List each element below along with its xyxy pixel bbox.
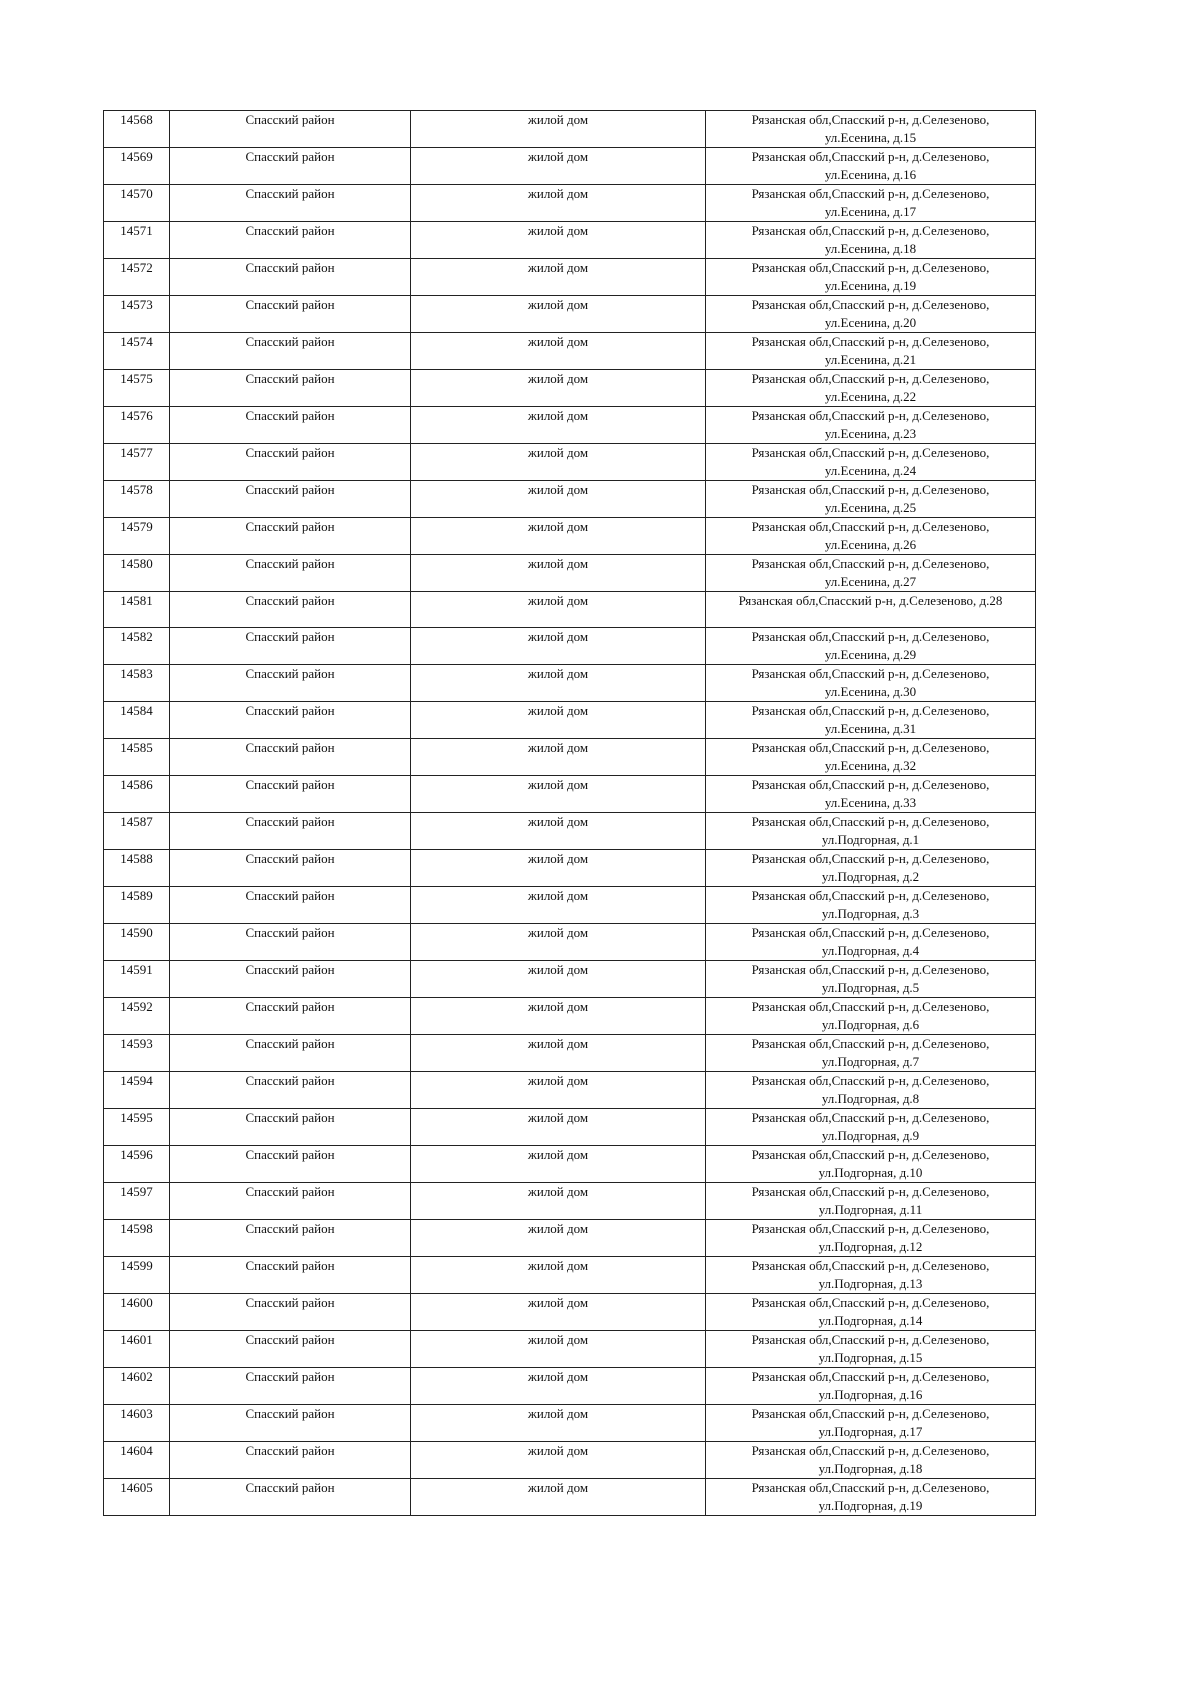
- address-cell: [706, 148, 1036, 185]
- record-number-cell: 14587: [104, 812, 170, 849]
- address-cell: [706, 1108, 1036, 1145]
- table-row: [104, 370, 1036, 407]
- address-line-2: ул.Есенина, д.15: [824, 130, 917, 145]
- record-number-cell: 14576: [104, 407, 170, 444]
- address-line-1: Рязанская обл,Спасский р-н, д.Селезеново, д.28: [738, 593, 1003, 608]
- address-line-1: Рязанская обл,Спасский р-н, д.Селезеново,: [751, 519, 990, 534]
- address-cell: [706, 370, 1036, 407]
- district-cell: Спасский район: [170, 185, 411, 222]
- address-cell: [706, 627, 1036, 664]
- address-cell: [706, 701, 1036, 738]
- address-cell: [706, 923, 1036, 960]
- table-row: [104, 738, 1036, 775]
- table-row: [104, 997, 1036, 1034]
- object-type-cell: жилой дом: [411, 481, 706, 518]
- table-body: [104, 111, 1036, 1516]
- address-line-1: Рязанская обл,Спасский р-н, д.Селезеново,: [751, 739, 990, 755]
- district-cell: Спасский район: [170, 1404, 411, 1441]
- object-type-cell: жилой дом: [411, 1219, 706, 1256]
- table-row: [104, 1071, 1036, 1108]
- address-line-1: Рязанская обл,Спасский р-н, д.Селезеново,: [751, 1405, 990, 1421]
- record-number-cell: 14585: [104, 738, 170, 775]
- object-type-cell: жилой дом: [411, 1367, 706, 1404]
- district-cell: Спасский район: [170, 259, 411, 296]
- record-number-cell: 14597: [104, 1182, 170, 1219]
- record-number-cell: 14570: [104, 185, 170, 222]
- table-row: [104, 296, 1036, 333]
- object-type-cell: жилой дом: [411, 1441, 706, 1478]
- record-number-cell: 14586: [104, 775, 170, 812]
- address-line-2: ул.Подгорная, д.1: [821, 831, 920, 847]
- address-cell: [706, 1367, 1036, 1404]
- address-cell: [706, 1441, 1036, 1478]
- address-line-1: Рязанская обл,Спасский р-н, д.Селезеново,: [751, 850, 990, 866]
- address-line-2: ул.Подгорная, д.14: [818, 1312, 923, 1328]
- address-line-2: ул.Подгорная, д.2: [821, 868, 920, 884]
- address-line-1: Рязанская обл,Спасский р-н, д.Селезеново,: [751, 998, 990, 1014]
- object-type-cell: жилой дом: [411, 886, 706, 923]
- address-line-2: ул.Есенина, д.24: [824, 463, 917, 478]
- table-row: [104, 886, 1036, 923]
- record-number-cell: 14593: [104, 1034, 170, 1071]
- address-line-1: Рязанская обл,Спасский р-н, д.Селезеново,: [751, 1220, 990, 1236]
- record-number-cell: 14571: [104, 222, 170, 259]
- address-line-2: ул.Есенина, д.33: [824, 794, 917, 810]
- table-row: [104, 222, 1036, 259]
- address-line-1: Рязанская обл,Спасский р-н, д.Селезеново,: [751, 408, 990, 423]
- address-cell: [706, 775, 1036, 812]
- table-row: [104, 664, 1036, 701]
- address-cell: [706, 1071, 1036, 1108]
- address-cell: [706, 296, 1036, 333]
- address-cell: [706, 960, 1036, 997]
- district-cell: Спасский район: [170, 296, 411, 333]
- address-line-2: ул.Подгорная, д.18: [818, 1460, 923, 1476]
- address-line-2: ул.Есенина, д.31: [824, 720, 917, 736]
- object-type-cell: жилой дом: [411, 1034, 706, 1071]
- table-row: [104, 1034, 1036, 1071]
- district-cell: Спасский район: [170, 1182, 411, 1219]
- district-cell: Спасский район: [170, 1330, 411, 1367]
- object-type-cell: жилой дом: [411, 592, 706, 628]
- district-cell: Спасский район: [170, 812, 411, 849]
- record-number-cell: 14591: [104, 960, 170, 997]
- object-type-cell: жилой дом: [411, 1182, 706, 1219]
- address-cell: [706, 1293, 1036, 1330]
- district-cell: Спасский район: [170, 1145, 411, 1182]
- address-line-1: Рязанская обл,Спасский р-н, д.Селезеново,: [751, 556, 990, 571]
- address-cell: [706, 592, 1036, 628]
- record-number-cell: 14574: [104, 333, 170, 370]
- address-line-2: ул.Есенина, д.25: [824, 500, 917, 515]
- address-line-2: ул.Есенина, д.16: [824, 167, 917, 182]
- record-number-cell: 14592: [104, 997, 170, 1034]
- district-cell: Спасский район: [170, 481, 411, 518]
- address-line-2: ул.Подгорная, д.16: [818, 1386, 923, 1402]
- address-line-1: Рязанская обл,Спасский р-н, д.Селезеново,: [751, 1294, 990, 1310]
- address-cell: [706, 1034, 1036, 1071]
- address-line-2: ул.Подгорная, д.12: [818, 1238, 923, 1254]
- district-cell: Спасский район: [170, 370, 411, 407]
- table-row: [104, 1330, 1036, 1367]
- table-row: [104, 407, 1036, 444]
- object-type-cell: жилой дом: [411, 701, 706, 738]
- district-cell: Спасский район: [170, 1478, 411, 1515]
- address-line-2: ул.Подгорная, д.15: [818, 1349, 923, 1365]
- address-line-1: Рязанская обл,Спасский р-н, д.Селезеново,: [751, 665, 990, 681]
- address-line-2: ул.Есенина, д.21: [824, 352, 917, 367]
- address-line-1: Рязанская обл,Спасский р-н, д.Селезеново,: [751, 1442, 990, 1458]
- district-cell: Спасский район: [170, 664, 411, 701]
- table-row: [104, 333, 1036, 370]
- address-cell: [706, 444, 1036, 481]
- district-cell: Спасский район: [170, 1293, 411, 1330]
- table-row: [104, 812, 1036, 849]
- address-line-2: ул.Есенина, д.18: [824, 241, 917, 256]
- address-cell: [706, 111, 1036, 148]
- record-number-cell: 14595: [104, 1108, 170, 1145]
- table-row: [104, 111, 1036, 148]
- district-cell: Спасский район: [170, 1441, 411, 1478]
- district-cell: Спасский район: [170, 1256, 411, 1293]
- object-type-cell: жилой дом: [411, 1256, 706, 1293]
- object-type-cell: жилой дом: [411, 222, 706, 259]
- address-line-2: ул.Есенина, д.23: [824, 426, 917, 441]
- address-cell: [706, 849, 1036, 886]
- record-number-cell: 14569: [104, 148, 170, 185]
- record-number-cell: 14602: [104, 1367, 170, 1404]
- district-cell: Спасский район: [170, 1367, 411, 1404]
- address-line-1: Рязанская обл,Спасский р-н, д.Селезеново,: [751, 223, 990, 238]
- record-number-cell: 14603: [104, 1404, 170, 1441]
- address-line-1: Рязанская обл,Спасский р-н, д.Селезеново,: [751, 297, 990, 312]
- address-line-2: ул.Подгорная, д.10: [818, 1164, 923, 1180]
- table-row: [104, 481, 1036, 518]
- district-cell: Спасский район: [170, 333, 411, 370]
- record-number-cell: 14600: [104, 1293, 170, 1330]
- object-type-cell: жилой дом: [411, 627, 706, 664]
- object-type-cell: жилой дом: [411, 1108, 706, 1145]
- district-cell: Спасский район: [170, 1219, 411, 1256]
- address-cell: [706, 222, 1036, 259]
- address-line-1: Рязанская обл,Спасский р-н, д.Селезеново,: [751, 149, 990, 164]
- address-cell: [706, 185, 1036, 222]
- address-line-2: ул.Подгорная, д.19: [818, 1497, 923, 1513]
- record-number-cell: 14589: [104, 886, 170, 923]
- address-cell: [706, 1219, 1036, 1256]
- address-cell: [706, 481, 1036, 518]
- object-type-cell: жилой дом: [411, 296, 706, 333]
- address-cell: [706, 259, 1036, 296]
- record-number-cell: 14583: [104, 664, 170, 701]
- object-type-cell: жилой дом: [411, 1293, 706, 1330]
- address-line-2: ул.Подгорная, д.4: [821, 942, 920, 958]
- object-type-cell: жилой дом: [411, 1145, 706, 1182]
- table-row: [104, 185, 1036, 222]
- address-line-2: ул.Подгорная, д.3: [821, 905, 920, 921]
- address-line-2: ул.Есенина, д.29: [824, 646, 917, 662]
- record-number-cell: 14605: [104, 1478, 170, 1515]
- record-number-cell: 14578: [104, 481, 170, 518]
- table-row: [104, 444, 1036, 481]
- table-row: [104, 592, 1036, 628]
- district-cell: Спасский район: [170, 738, 411, 775]
- address-line-1: Рязанская обл,Спасский р-н, д.Селезеново,: [751, 186, 990, 201]
- table-row: [104, 960, 1036, 997]
- table-row: [104, 518, 1036, 555]
- record-number-cell: 14599: [104, 1256, 170, 1293]
- address-line-1: Рязанская обл,Спасский р-н, д.Селезеново,: [751, 1109, 990, 1125]
- address-cell: [706, 1330, 1036, 1367]
- object-type-cell: жилой дом: [411, 1478, 706, 1515]
- object-type-cell: жилой дом: [411, 738, 706, 775]
- address-line-2: ул.Подгорная, д.9: [821, 1127, 920, 1143]
- address-cell: [706, 738, 1036, 775]
- address-cell: [706, 1404, 1036, 1441]
- object-type-cell: жилой дом: [411, 997, 706, 1034]
- address-cell: [706, 664, 1036, 701]
- record-number-cell: 14590: [104, 923, 170, 960]
- object-type-cell: жилой дом: [411, 849, 706, 886]
- object-type-cell: жилой дом: [411, 812, 706, 849]
- address-line-2: ул.Подгорная, д.8: [821, 1090, 920, 1106]
- object-type-cell: жилой дом: [411, 923, 706, 960]
- address-line-1: Рязанская обл,Спасский р-н, д.Селезеново,: [751, 445, 990, 460]
- table-row: [104, 1441, 1036, 1478]
- district-cell: Спасский район: [170, 407, 411, 444]
- address-line-1: Рязанская обл,Спасский р-н, д.Селезеново,: [751, 1368, 990, 1384]
- address-line-2: ул.Подгорная, д.17: [818, 1423, 923, 1439]
- table-row: [104, 1219, 1036, 1256]
- address-cell: [706, 555, 1036, 592]
- record-number-cell: 14584: [104, 701, 170, 738]
- object-type-cell: жилой дом: [411, 1330, 706, 1367]
- object-type-cell: жилой дом: [411, 518, 706, 555]
- table-row: [104, 1108, 1036, 1145]
- address-line-2: ул.Подгорная, д.13: [818, 1275, 923, 1291]
- address-line-1: Рязанская обл,Спасский р-н, д.Селезеново,: [751, 260, 990, 275]
- address-line-1: Рязанская обл,Спасский р-н, д.Селезеново,: [751, 112, 990, 127]
- object-type-cell: жилой дом: [411, 960, 706, 997]
- address-line-1: Рязанская обл,Спасский р-н, д.Селезеново,: [751, 482, 990, 497]
- address-line-2: ул.Есенина, д.30: [824, 683, 917, 699]
- record-number-cell: 14573: [104, 296, 170, 333]
- address-line-2: ул.Подгорная, д.7: [821, 1053, 920, 1069]
- address-cell: [706, 1256, 1036, 1293]
- address-cell: [706, 812, 1036, 849]
- table-row: [104, 148, 1036, 185]
- address-line-1: Рязанская обл,Спасский р-н, д.Селезеново,: [751, 1035, 990, 1051]
- object-type-cell: жилой дом: [411, 370, 706, 407]
- object-type-cell: жилой дом: [411, 111, 706, 148]
- object-type-cell: жилой дом: [411, 444, 706, 481]
- district-cell: Спасский район: [170, 923, 411, 960]
- record-number-cell: 14598: [104, 1219, 170, 1256]
- object-type-cell: жилой дом: [411, 333, 706, 370]
- object-type-cell: жилой дом: [411, 1071, 706, 1108]
- address-cell: [706, 333, 1036, 370]
- record-number-cell: 14575: [104, 370, 170, 407]
- district-cell: Спасский район: [170, 444, 411, 481]
- record-number-cell: 14579: [104, 518, 170, 555]
- address-line-1: Рязанская обл,Спасский р-н, д.Селезеново,: [751, 1183, 990, 1199]
- address-line-2: ул.Подгорная, д.11: [818, 1201, 923, 1217]
- address-cell: [706, 1478, 1036, 1515]
- district-cell: Спасский район: [170, 960, 411, 997]
- record-number-cell: 14581: [104, 592, 170, 628]
- object-type-cell: жилой дом: [411, 407, 706, 444]
- district-cell: Спасский район: [170, 592, 411, 628]
- address-cell: [706, 518, 1036, 555]
- district-cell: Спасский район: [170, 518, 411, 555]
- district-cell: Спасский район: [170, 111, 411, 148]
- record-number-cell: 14596: [104, 1145, 170, 1182]
- table-row: [104, 923, 1036, 960]
- address-cell: [706, 1182, 1036, 1219]
- record-number-cell: 14577: [104, 444, 170, 481]
- address-line-1: Рязанская обл,Спасский р-н, д.Селезеново,: [751, 961, 990, 977]
- district-cell: Спасский район: [170, 222, 411, 259]
- address-line-1: Рязанская обл,Спасский р-н, д.Селезеново,: [751, 628, 990, 644]
- object-type-cell: жилой дом: [411, 259, 706, 296]
- table-row: [104, 259, 1036, 296]
- address-line-1: Рязанская обл,Спасский р-н, д.Селезеново,: [751, 1257, 990, 1273]
- table-row: [104, 849, 1036, 886]
- table-row: [104, 1404, 1036, 1441]
- address-line-1: Рязанская обл,Спасский р-н, д.Селезеново,: [751, 1479, 990, 1495]
- district-cell: Спасский район: [170, 1108, 411, 1145]
- district-cell: Спасский район: [170, 886, 411, 923]
- address-line-2: ул.Есенина, д.22: [824, 389, 917, 404]
- record-number-cell: 14604: [104, 1441, 170, 1478]
- table-row: [104, 701, 1036, 738]
- address-line-1: Рязанская обл,Спасский р-н, д.Селезеново,: [751, 1331, 990, 1347]
- address-line-2: ул.Есенина, д.17: [824, 204, 917, 219]
- table-row: [104, 555, 1036, 592]
- object-type-cell: жилой дом: [411, 664, 706, 701]
- address-cell: [706, 1145, 1036, 1182]
- address-line-2: ул.Есенина, д.20: [824, 315, 917, 330]
- record-number-cell: 14601: [104, 1330, 170, 1367]
- address-line-2: ул.Есенина, д.32: [824, 757, 917, 773]
- object-type-cell: жилой дом: [411, 555, 706, 592]
- table-row: [104, 1478, 1036, 1515]
- address-line-2: ул.Подгорная, д.5: [821, 979, 920, 995]
- table-row: [104, 1145, 1036, 1182]
- record-number-cell: 14572: [104, 259, 170, 296]
- registry-table: [103, 110, 1036, 1516]
- object-type-cell: жилой дом: [411, 148, 706, 185]
- table-row: [104, 1256, 1036, 1293]
- address-line-1: Рязанская обл,Спасский р-н, д.Селезеново,: [751, 813, 990, 829]
- district-cell: Спасский район: [170, 1034, 411, 1071]
- district-cell: Спасский район: [170, 701, 411, 738]
- district-cell: Спасский район: [170, 775, 411, 812]
- address-cell: [706, 407, 1036, 444]
- address-line-1: Рязанская обл,Спасский р-н, д.Селезеново,: [751, 887, 990, 903]
- record-number-cell: 14568: [104, 111, 170, 148]
- record-number-cell: 14588: [104, 849, 170, 886]
- address-line-1: Рязанская обл,Спасский р-н, д.Селезеново,: [751, 924, 990, 940]
- district-cell: Спасский район: [170, 627, 411, 664]
- district-cell: Спасский район: [170, 997, 411, 1034]
- district-cell: Спасский район: [170, 148, 411, 185]
- address-cell: [706, 997, 1036, 1034]
- record-number-cell: 14582: [104, 627, 170, 664]
- address-line-1: Рязанская обл,Спасский р-н, д.Селезеново,: [751, 1146, 990, 1162]
- object-type-cell: жилой дом: [411, 775, 706, 812]
- address-line-2: ул.Подгорная, д.6: [821, 1016, 920, 1032]
- address-line-1: Рязанская обл,Спасский р-н, д.Селезеново,: [751, 371, 990, 386]
- table-row: [104, 1182, 1036, 1219]
- district-cell: Спасский район: [170, 555, 411, 592]
- address-line-2: ул.Есенина, д.27: [824, 574, 917, 589]
- address-line-2: ул.Есенина, д.19: [824, 278, 917, 293]
- object-type-cell: жилой дом: [411, 1404, 706, 1441]
- record-number-cell: 14594: [104, 1071, 170, 1108]
- record-number-cell: 14580: [104, 555, 170, 592]
- address-cell: [706, 886, 1036, 923]
- address-line-1: Рязанская обл,Спасский р-н, д.Селезеново,: [751, 776, 990, 792]
- object-type-cell: жилой дом: [411, 185, 706, 222]
- district-cell: Спасский район: [170, 849, 411, 886]
- table-row: [104, 1367, 1036, 1404]
- address-line-2: ул.Есенина, д.26: [824, 537, 917, 552]
- table-row: [104, 775, 1036, 812]
- table-row: [104, 627, 1036, 664]
- table-row: [104, 1293, 1036, 1330]
- address-line-1: Рязанская обл,Спасский р-н, д.Селезеново,: [751, 1072, 990, 1088]
- address-line-1: Рязанская обл,Спасский р-н, д.Селезеново,: [751, 702, 990, 718]
- district-cell: Спасский район: [170, 1071, 411, 1108]
- address-line-1: Рязанская обл,Спасский р-н, д.Селезеново,: [751, 334, 990, 349]
